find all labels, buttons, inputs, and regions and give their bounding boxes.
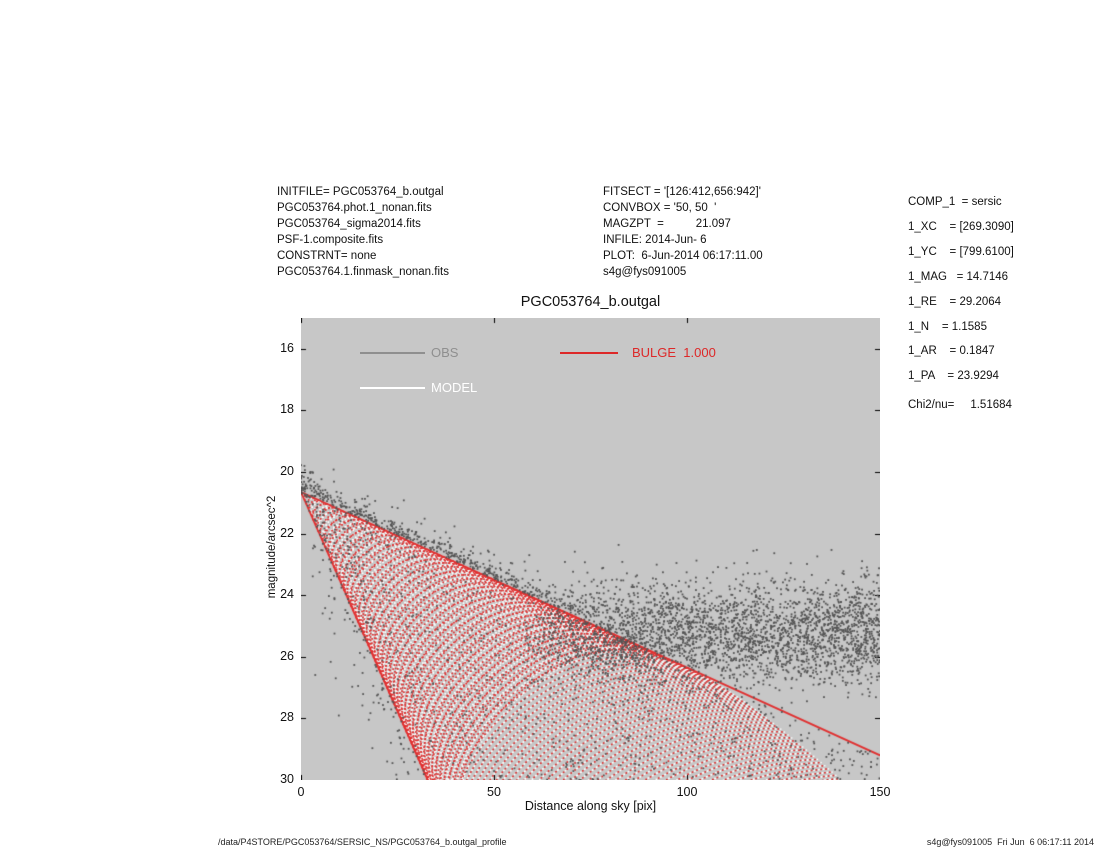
y-axis-label: magnitude/arcsec^2 (266, 495, 278, 599)
text-line: COMP_1 = sersic (908, 196, 1002, 208)
y-tick-label: 20 (280, 464, 294, 478)
footer-timestamp: s4g@fys091005 Fri Jun 6 06:17:11 2014 (926, 837, 1094, 847)
y-tick-label: 24 (280, 587, 294, 602)
fit-info-block (603, 184, 763, 280)
text-line: FITSECT = '[126:412,656:942]' (603, 186, 761, 198)
text-line: 1_N = 1.1585 (908, 320, 987, 333)
legend-model-line (360, 387, 425, 389)
text-line: PGC053764.1.finmask_nonan.fits (277, 266, 449, 278)
y-tick-label: 16 (280, 340, 294, 355)
plot-area (301, 318, 880, 780)
text-line: INITFILE= PGC053764_b.outgal (277, 186, 444, 198)
legend-obs-label: OBS (431, 345, 459, 360)
text-line: PGC053764_sigma2014.fits (277, 218, 421, 230)
text-line: MAGZPT = 21.097 (603, 218, 731, 230)
text-line: CONVBOX = '50, 50 ' (603, 202, 717, 214)
legend-bulge-line (560, 352, 618, 354)
footer-file-path: /data/P4STORE/PGC053764/SERSIC_NS/PGC053764_b.outgal_profile (218, 837, 507, 847)
y-tick-label: 22 (280, 525, 294, 540)
legend-obs-line (360, 352, 425, 354)
chi2-value: Chi2/nu= 1.51684 (908, 399, 1012, 412)
text-line: s4g@fys091005 (603, 266, 687, 278)
text-line: 1_MAG = 14.7146 (908, 270, 1009, 283)
text-line: PGC053764.phot.1_nonan.fits (277, 202, 432, 214)
text-line: 1_AR = 0.1847 (908, 345, 995, 358)
x-tick-label: 150 (869, 785, 891, 799)
plot-title: PGC053764_b.outgal (520, 294, 661, 310)
component-params-lines (908, 190, 1014, 389)
text-line: INFILE: 2014-Jun- 6 (603, 234, 707, 246)
text-line: CONSTRNT= none (277, 250, 377, 262)
text-line: PLOT: 6-Jun-2014 06:17:11.00 (603, 250, 763, 262)
legend-model-label: MODEL (431, 380, 478, 395)
y-tick-label: 18 (280, 402, 294, 417)
text-line: 1_XC = [269.3090] (908, 220, 1014, 233)
text-line: 1_YC = [799.6100] (908, 245, 1014, 258)
x-tick-label: 100 (676, 785, 698, 799)
y-tick-label: 30 (280, 772, 294, 786)
text-line: 1_PA = 23.9294 (908, 370, 999, 383)
x-tick-label: 0 (297, 785, 305, 799)
text-line: PSF-1.composite.fits (277, 234, 384, 246)
x-axis-label: Distance along sky [pix] (524, 799, 657, 813)
y-tick-label: 28 (280, 710, 294, 725)
text-line: 1_RE = 29.2064 (908, 295, 1002, 308)
y-tick-label: 26 (280, 648, 294, 663)
init-files-block (277, 184, 449, 280)
legend-bulge-label: BULGE 1.000 (632, 345, 716, 360)
component-params-block (908, 190, 1014, 411)
x-tick-label: 50 (487, 785, 501, 799)
